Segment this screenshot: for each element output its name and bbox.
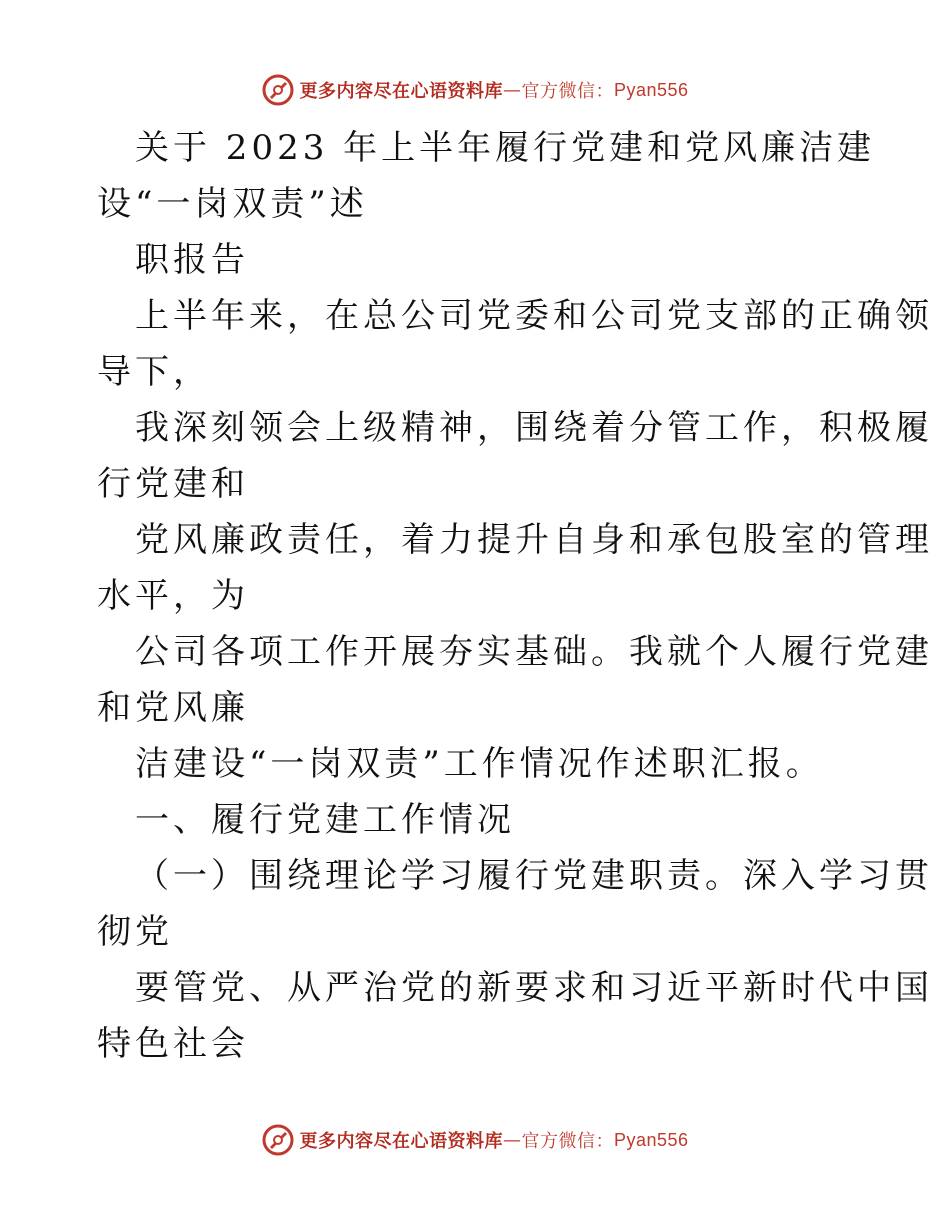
document-line: 要管党、从严治党的新要求和习近平新时代中国 [135, 968, 933, 1008]
document-line: 行党建和 [97, 464, 249, 504]
watermark-handle: Pyan556 [613, 1129, 689, 1150]
document-line: （一）围绕理论学习履行党建职责。深入学习贯 [135, 856, 933, 896]
document-line: 特色社会 [97, 1024, 249, 1064]
watermark-handle: Pyan556 [613, 79, 689, 100]
document-line: 上半年来，在总公司党委和公司党支部的正确领 [135, 296, 933, 336]
document-line: 一、履行党建工作情况 [135, 800, 515, 840]
document-line: 彻党 [97, 912, 173, 952]
watermark-brand: 更多内容尽在心语资料库 [299, 81, 503, 102]
document-line: 职报告 [135, 240, 249, 280]
document-line: 和党风廉 [97, 688, 249, 728]
watermark-footer [0, 1120, 950, 1160]
watermark-separator: — [502, 79, 522, 101]
document-line: 关于 2023 年上半年履行党建和党风廉洁建 [135, 128, 876, 168]
document-body [97, 120, 933, 1072]
watermark-separator: — [502, 1129, 522, 1151]
watermark-label: 官方微信： [521, 1131, 614, 1152]
document-line: 我深刻领会上级精神，围绕着分管工作，积极履 [135, 408, 933, 448]
brand-logo-icon [261, 73, 295, 107]
brand-logo-icon [261, 1123, 295, 1157]
document-line: 水平，为 [97, 576, 249, 616]
document-line: 党风廉政责任，着力提升自身和承包股室的管理 [135, 520, 933, 560]
document-line: 导下， [97, 352, 211, 392]
document-line: 洁建设“一岗双责”工作情况作述职汇报。 [135, 744, 824, 784]
watermark-brand: 更多内容尽在心语资料库 [299, 1131, 503, 1152]
watermark-header [0, 70, 950, 110]
document-line: 设“一岗双责”述 [97, 184, 368, 224]
document-line: 公司各项工作开展夯实基础。我就个人履行党建 [135, 632, 933, 672]
watermark-label: 官方微信： [521, 81, 614, 102]
